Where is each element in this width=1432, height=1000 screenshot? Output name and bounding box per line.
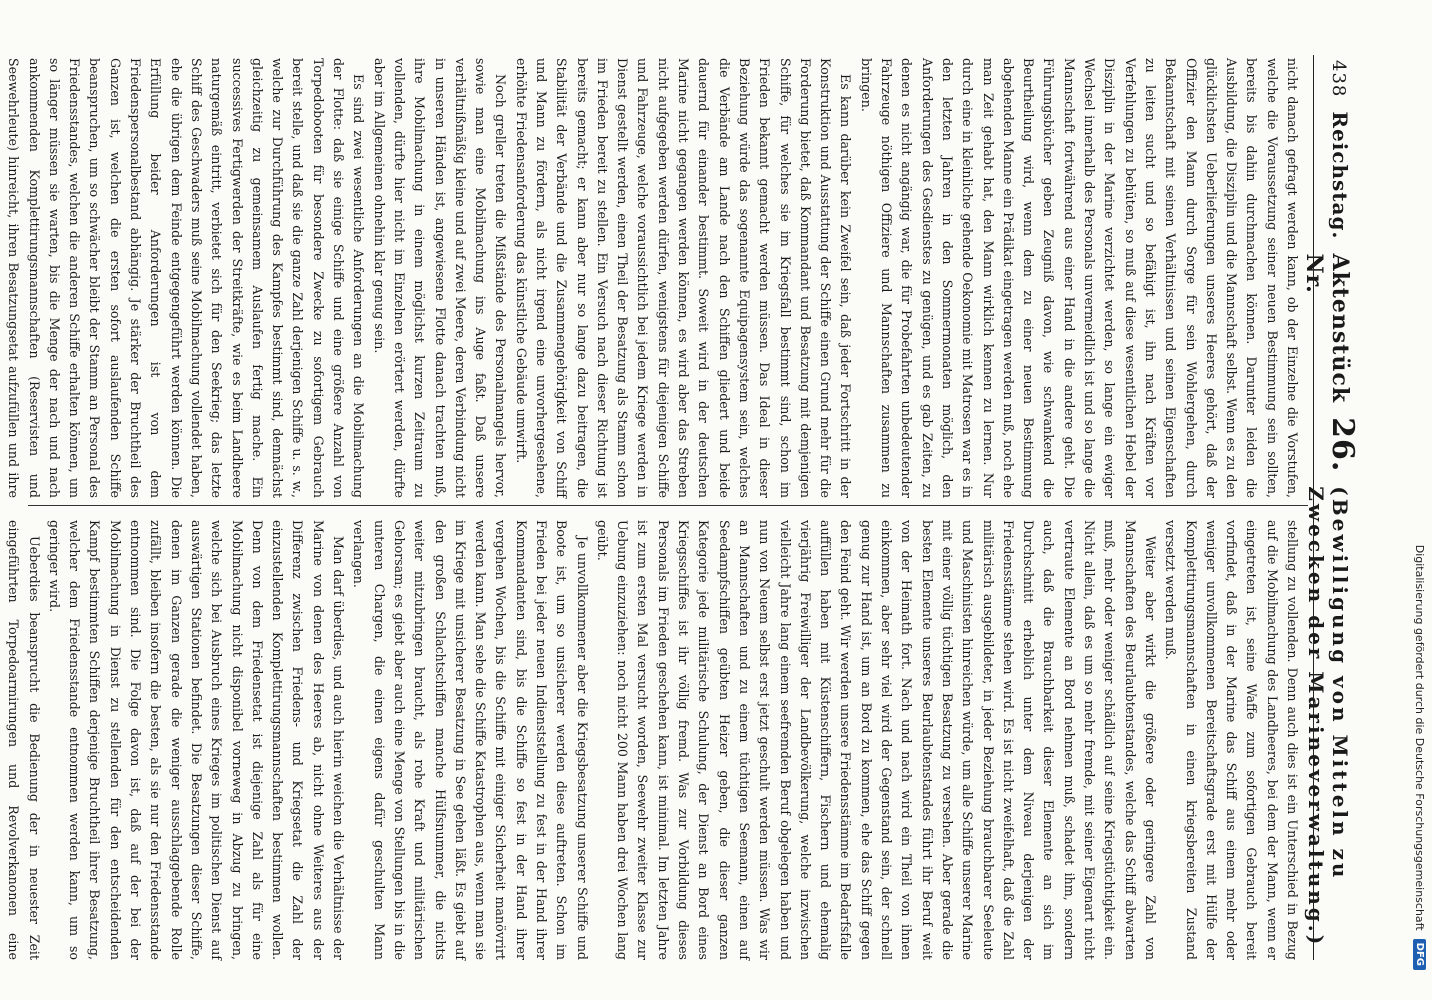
- header-rule: [1313, 55, 1314, 960]
- text-column-left: [6, 58, 1302, 498]
- header-section: Aktenstück Nr.: [1301, 253, 1353, 404]
- paragraph: Ueberdies beansprucht die Bedienung der in neuester Zeit eingeführten Torpedoarmirungen und Revolverkanonen eine: [6, 520, 42, 960]
- header-left-label: Reichstag.: [1328, 111, 1352, 240]
- page-header: [1301, 60, 1360, 960]
- text-column-right: [6, 520, 1302, 960]
- digitization-credit: [1410, 30, 1430, 970]
- dfg-logo-icon: DFG: [1414, 939, 1427, 970]
- paragraph: Es kann darüber kein Zweifel sein, daß jeder Fortschritt in der Konstruktion und Ausstattung der Schiffe einen Grund mehr für die Forderung bietet, daß Kommandant und Besatzung mit demjenigen Schiffe, für welches sie im Kriegsfall bestimmt sind, schon im Frieden bekannt gemacht werden müssen. Das Ideal in dieser Beziehung würde das sogenannte Equipagensystem sein, welches die Verbände am Lande nach den Schiffen gliedert und beide dauernd für einander bestimmt. Soweit wird in der deutschen Marine nicht gegangen werden können, es wird aber das Streben nicht aufgegeben werden dürfen, wenigstens für diejenigen Schiffe und Fahrzeuge, welche voraussichtlich bei jedem Kriege werden in Dienst gestellt werden, einen Theil der Besatzung als Stamm schon im Frieden bereit zu stellen. Ein Versuch nach dieser Richtung ist bereits gemacht; er kann aber nur so lange dazu beitragen, die Stabilität der Verbände und die Zusammengehörigkeit von Schiff und Mann zu fördern, als nicht irgend eine unvorhergesehene, erhöhte Friedensanforderung das künstliche Gebäude umwirft.: [513, 58, 854, 498]
- credit-text: Digitalisierung gefördert durch die Deutsche Forschungsgemeinschaft: [1413, 544, 1427, 931]
- paragraph: nicht danach gefragt werden kann, ob der Einzelne die Vorstufen, welche die Voraussetzung seiner neuen Bestimmung sein sollten, bereits bis dahin durchmachen können. Darunter leiden die Ausbildung, die Disziplin und die Mannschaft selbst. Wenn es zu den glücklichsten Ueberlieferungen unseres Heeres gehört, daß der Offizier den Mann durch Sorge für sein Wohlergehen, durch Bekanntschaft mit seinen Verhältnissen und seinen Eigenschaften zu leiten sucht und so befähigt ist, ihn nach Kräften vor Verfehlungen zu behüten, so muß auf diese wesentlichen Hebel der Disziplin in der Marine verzichtet werden, so lange ein ewiger Wechsel innerhalb des Personals unvermeidlich ist und so lange die Mannschaft fortwährend aus einer Hand in die andere geht. Die Führungsbücher geben Zeugniß davon, wie schwankend die Beurtheilung wird, wenn dem zu einer neuen Bestimmung abgehenden Manne ein Prädikat eingetragen werden muß, noch ehe man Zeit gehabt hat, den Mann wirklich kennen zu lernen. Nur durch eine in kleinliche gehende Oekonomie mit Matrosen war es in den letzten Jahren in den Sommermonaten möglich, den Anforderungen des Gesdienstes zu genügen, und es gab Zeiten, zu denen es nicht angängig war, die für Probefahrten unbedeutender Fahrzeuge nöthigen Offiziere und Mannschaften zusammen zu bringen.: [858, 58, 1300, 498]
- column-divider: [28, 505, 1308, 506]
- page-number: 438: [1328, 60, 1349, 98]
- paragraph: Es sind zwei wesentliche Anforderungen an die Mobilmachung der Flotte: daß sie einige Schiffe und eine größere Anzahl von Torpedobooten für besondere Zwecke zu sofortigem Gebrauch bereit stelle, und daß sie die ganze Zahl derjenigen Schiffe u. s. w., welche zur Durchführung des Kampfes bestimmt sind, demnächst gleichzeitig zu gemeinsamem Auslaufen fertig mache. Ein successives Fertigwerden der Streitkräfte, wie es beim Landheere naturgemäß eintritt, verbietet sich für den Seekrieg; das letzte Schiff des Geschwaders muß seine Mobilmachung vollendet haben, ehe die übrigen dem Feinde entgegengeführt werden können. Die Erfüllung beider Anforderungen ist von dem Friedenspersonalbestand abhängig. Je stärker der Bruchtheil des Ganzen ist, welchen die ersten sofort auslaufenden Schiffe beanspruchen, um so schwächer bleibt der Stamm an Personal des Friedensstandes, welchen die anderen Schiffe erhalten können, um so länger müssen sie warten, bis die Menge der nach und nach ankommenden Komplettirungsmannschaften (Reservisten und Seewehrleute) hinreicht, ihren Besatzungsetat aufzufüllen und ihre: [6, 58, 367, 498]
- paragraph: Je unvollkommener aber die Kriegsbesatzung unserer Schiffe und Boote ist, um so unsicherer werden diese auftreten. Schon im Frieden bei jeder neuen Indienststellung zu fest in der Hand ihrer Kommandanten sind, bis die Schiffe so fest in der Hand ihrer vergehen Wochen, bis die Schiffe mit einiger Sicherheit manövrirt werden kann. Man sehe die Schiffe Katastrophen aus, wenn man sie im Kriege mit unsicherer Besatzung in See gehen läßt. Es giebt auf den großen Schlachtschiffen manche Hülfsnummer, die nichts weiter mitzubringen braucht, als rohe Kraft und militärischen Gehorsam; es giebt aber auch eine Menge von Stellungen bis in die unteren Chargen, die einen eigens dafür geschulten Mann verlangen.: [351, 520, 590, 960]
- header-title: (Bewilligung von Mitteln zu Zwecken der Marineverwaltung.): [1304, 486, 1352, 948]
- header-document-number: 26.: [1325, 417, 1360, 473]
- paragraph: Noch greller treten die Mißstände des Personalmangels hervor, sowie man eine Mobilmachung ins Auge faßt. Daß unsere verhältnißmäßig kleine und auf zwei Meere, deren Verbindung nicht in unseren Händen ist, angewiesene Flotte danach trachten muß, ihre Mobilmachung in einem möglichst kurzen Zeitraum zu vollenden, dürfte hier nicht im Einzelnen erörtert werden, dürfte aber im Allgemeinen ohnehin klar genug sein.: [371, 58, 509, 498]
- paragraph: Man darf überdies, und auch hierin weichen die Verhältnisse der Marine von denen des Heeres ab, nicht ohne Weiteres aus der Differenz zwischen Friedens- und Kriegsetat die Zahl der einzustellenden Komplettirungsmannschaften bestimmen wollen. Denn von dem Friedensetat ist diejenige Zahl als für eine Mobilmachung nicht disponibel vorneweg in Abzug zu bringen, welche sich bei Ausbruch eines Krieges im politischen Dienst auf auswärtigen Stationen befindet. Die Besatzungen dieser Schiffe, denen im Ganzen gerade die weniger ausschlaggebende Rolle zufällt, bleiben insofern die besten, als sie nur den Friedensstande entnommen sind. Die Folge davon ist, daß auf der bei der Mobilmachung in Dienst zu stellenden für den entscheidenden Kampf bestimmten Schiffen derjenige Bruchtheil ihrer Besatzung, welcher dem Friedensstande entnommen werden kann, um so geringer wird.: [46, 520, 347, 960]
- paragraph: stellung zu vollenden. Denn auch dies ist ein Unterschied in Bezug auf die Mobilmachung des Landheeres, bei dem der Mann, wenn er eingetreten ist, seine Waffe zum sofortigen Gebrauch bereit vorfindet, daß in der Marine das Schiff aus einem mehr oder weniger unvollkommenen Bereitschaftsgrade erst mit Hülfe der Komplettirungsmannschaften in einen kriegsbereiten Zustand versetzt werden muß.: [1163, 520, 1300, 960]
- paragraph: Weiter aber wirkt die größere oder geringere Zahl von Mannschaften des Beurlaubtenstandes, welche das Schiff abwarten muß, mehr oder weniger schädlich auf seine Kriegstüchtigkeit ein. Nicht allein, daß es um so mehr fremde, mit seiner Eigenart nicht vertraute Elemente an Bord nehmen muß, schadet ihm, sondern auch, daß die Brauchbarkeit dieser Elemente an sich im Durchschnitt erheblich unter dem Niveau derjenigen der Friedensstämme stehen wird. Es ist nicht zweifelhaft, daß die Zahl militärisch ausgebildeter, in jeder Beziehung brauchbarer Seeleute und Maschinisten hinreichen würde, um alle Schiffe unserer Marine mit einer völlig tüchtigen Besatzung zu versehen. Aber gerade die besten Elemente unseres Beurlaubtenstandes führt ihr Beruf weit von der Heimath fort. Nach und nach wird ein Theil von ihnen einkommen, aber sehr viel wird der Gegenstand sein, der schnell genug zur Hand ist, um an Bord zu kommen, ehe das Schiff gegen den Feind geht. Wir werden unsere Friedensstämme im Bedarfsfalle auffüllen haben mit Küstenschiffern, Fischern und ehemalig vierjährig Freiwilliger der Landbevölkerung, welche inzwischen vielleicht Jahre lang einem seefremden Beruf obgelegen haben und nun von Neuem selbst erst jetzt geschult werden müssen. Was wir an Mannschaften und zu einem tüchtigen Seemann, einen auf Seedampfschiffen geübten Heizer geben, die dieser ganzen Kategorie jede militärische Schulung, der Dienst an Bord eines Kriegsschiffes ist ihr völlig fremd. Was zur Vorbildung dieses Personals im Frieden geschehen kann, ist minimal. Im letzten Jahre ist zum ersten Mal versucht worden, Seewehr zweiter Klasse zur Uebung einzuziehen: noch nicht 200 Mann haben drei Wochen lang geübt.: [594, 520, 1158, 960]
